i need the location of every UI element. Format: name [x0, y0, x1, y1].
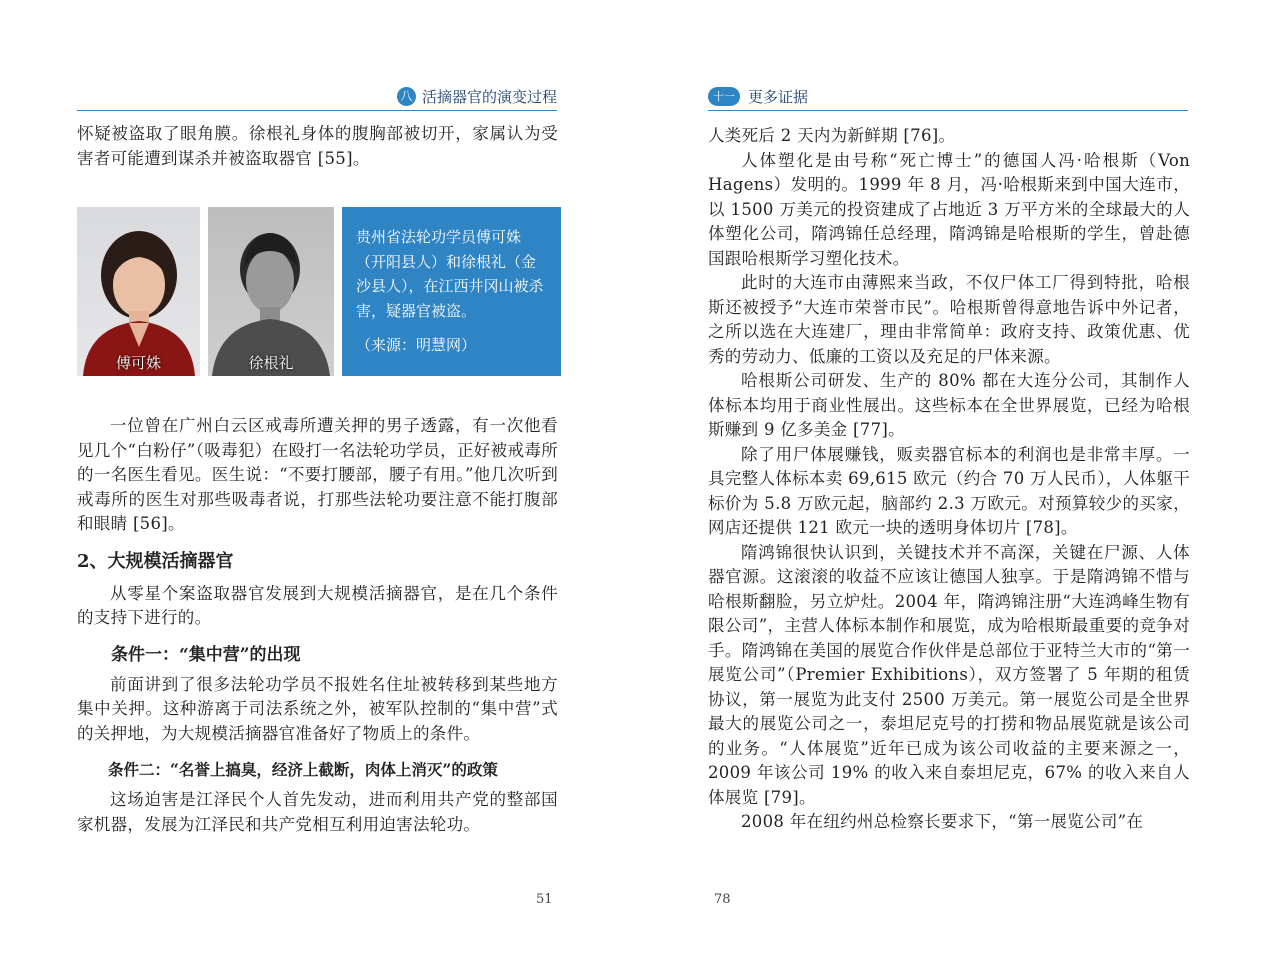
paragraph: 哈根斯公司研发、生产的 80% 都在大连分公司，其制作人体标本均用于商业性展出。这些标本在全世界展览，已经为哈根斯赚到 9 亿多美金 [77]。 [708, 371, 1190, 439]
photo-label: 傅可姝 [115, 354, 161, 372]
left-main-text [77, 414, 558, 837]
chapter-title: 更多证据 [748, 88, 809, 106]
chapter-number-badge: 八 [397, 87, 416, 106]
subsection-heading: 条件二：“名誉上搞臭，经济上截断，肉体上消灭”的政策 [108, 760, 498, 779]
right-page [633, 0, 1265, 978]
left-chapter-label [397, 86, 557, 107]
chapter-title: 活摘器官的演变过程 [421, 88, 557, 106]
page-number: 78 [714, 892, 731, 907]
photo-label: 徐根礼 [248, 354, 294, 372]
caption-source: （来源：明慧网） [356, 336, 477, 354]
paragraph: 这场迫害是江泽民个人首先发动，进而利用共产党的整部国家机器，发展为江泽民和共产党相互利用迫害法轮功。 [77, 790, 558, 834]
photo-fu-keshu [77, 207, 200, 376]
right-chapter-label [708, 86, 808, 107]
left-running-header [77, 84, 557, 111]
right-main-text [708, 124, 1190, 835]
right-running-header [708, 84, 1188, 111]
section-heading: 2、大规模活摘器官 [77, 550, 234, 572]
portrait-man-image [208, 207, 334, 376]
paragraph: 此时的大连市由薄熙来当政，不仅尸体工厂得到特批，哈根斯还被授予“大连市荣誉市民”。哈根斯曾得意地告诉中外记者，之所以选在大连建厂，理由非常简单：政府支持、政策优惠、优秀的劳动力、低廉的工资以及充足的尸体来源。 [708, 273, 1190, 366]
photo-caption-box [342, 207, 561, 376]
portrait-woman-image [77, 207, 200, 376]
paragraph: 除了用尸体展赚钱，贩卖器官标本的利润也是非常丰厚。一具完整人体标本卖 69,615 欧元（约合 70 万人民币），人体躯干标价为 5.8 万欧元起，脑部约 2.3 万欧元。对预算较少的买家，网店还提供 121 欧元一块的透明身体切片 [78]。 [708, 444, 1190, 537]
paragraph: 人体塑化是由号称“死亡博士”的德国人冯·哈根斯（Von Hagens）发明的。1999 年 8 月，冯·哈根斯来到中国大连市，以 1500 万美元的投资建成了占地近 3 万平方米的全球最大的人体塑化公司，隋鸿锦任总经理，隋鸿锦是哈根斯的学生，曾赴德国跟哈根斯学习塑化技术。 [708, 150, 1190, 268]
paragraph: 隋鸿锦很快认识到，关键技术并不高深，关键在尸源、人体器官源。这滚滚的收益不应该让德国人独享。于是隋鸿锦不惜与哈根斯翻脸，另立炉灶。2004 年，隋鸿锦注册“大连鸿峰生物有限公司”，主营人体标本制作和展览，成为哈根斯最重要的竞争对手。隋鸿锦在美国的展览合作伙伴是总部位于亚特兰大市的“第一展览公司”（Premier Exhibitions），双方签署了 5 年期的租赁协议，第一展览为此支付 2500 万美元。第一展览公司是全世界最大的展览公司之一，泰坦尼克号的打捞和物品展览就是该公司的业务。“人体展览”近年已成为该公司收益的主要来源之一，2009 年该公司 19% 的收入来自泰坦尼克，67% 的收入来自人体展览 [79]。 [708, 542, 1190, 807]
left-top-text [77, 122, 558, 171]
paragraph: 人类死后 2 天内为新鲜期 [76]。 [708, 126, 956, 145]
page-number: 51 [536, 892, 553, 907]
paragraph: 一位曾在广州白云区戒毒所遭关押的男子透露，有一次他看见几个“白粉仔”（吸毒犯）在殴打一名法轮功学员，正好被戒毒所的一名医生看见。医生说：“不要打腰部，腰子有用。”他几次听到戒毒所的医生对那些吸毒者说，打那些法轮功要注意不能打腹部和眼睛 [56]。 [77, 416, 558, 533]
paragraph: 前面讲到了很多法轮功学员不报姓名住址被转移到某些地方集中关押。这种游离于司法系统之外，被军队控制的“集中营”式的关押地，为大规模活摘器官准备好了物质上的条件。 [77, 674, 558, 743]
caption-text: 贵州省法轮功学员傅可姝（开阳县人）和徐根礼（金沙县人），在江西井冈山被杀害，疑器官被盗。 [356, 228, 544, 320]
paragraph: 从零星个案盗取器官发展到大规模活摘器官，是在几个条件的支持下进行的。 [77, 583, 558, 627]
subsection-heading: 条件一：“集中营”的出现 [111, 644, 301, 665]
paragraph: 怀疑被盗取了眼角膜。徐根礼身体的腹胸部被切开，家属认为受害者可能遭到谋杀并被盗取器官 [55]。 [77, 124, 558, 168]
paragraph: 2008 年在纽约州总检察长要求下，“第一展览公司”在 [741, 812, 1144, 831]
left-page [0, 0, 632, 978]
photo-xu-genli [208, 207, 334, 376]
chapter-number-badge: 十一 [708, 87, 740, 106]
